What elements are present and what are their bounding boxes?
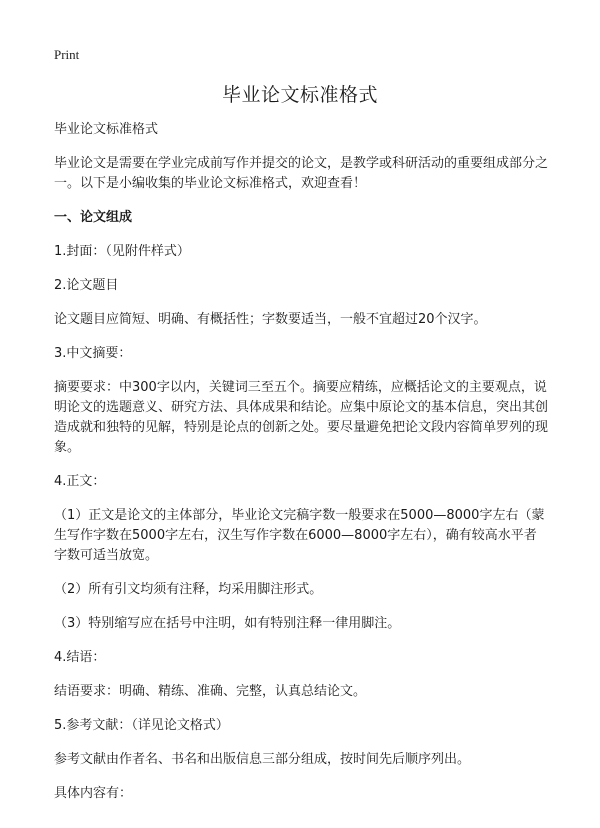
item-abstract-desc: 摘要要求：中300字以内，关键词三至五个。摘要应精练，应概括论文的主要观点，说明论文的选题意义、研究方法、具体成果和结论。应集中原论文的基本信息，突出其创造成就和独特的见解，特别是论点的创新之处。要尽量避免把论文段内容简单罗列的现象。 (54, 380, 549, 455)
section-heading: 一、论文组成 (54, 210, 133, 225)
item-abstract: 3.中文摘要： (54, 346, 132, 361)
item-conclusion-desc: 结语要求：明确、精练、准确、完整，认真总结论文。 (54, 684, 367, 699)
item-references: 5.参考文献：（详见论文格式） (54, 718, 229, 733)
item-body-p2: （2）所有引文均须有注释，均采用脚注形式。 (54, 582, 323, 597)
page-title: 毕业论文标准格式 (221, 84, 378, 106)
item-details: 具体内容有： (54, 786, 133, 801)
item-body: 4.正文： (54, 474, 106, 489)
document-body (54, 120, 548, 818)
item-body-p3: （3）特别缩写应在括号中注明，如有特别注释一律用脚注。 (54, 616, 401, 631)
item-conclusion: 4.结语： (54, 650, 106, 665)
item-title-desc: 论文题目应简短、明确、有概括性；字数要适当，一般不宜超过20个汉字。 (54, 312, 487, 327)
print-link[interactable]: Print (54, 47, 80, 62)
item-references-desc: 参考文献由作者名、书名和出版信息三部分组成，按时间先后顺序列出。 (54, 752, 471, 767)
item-cover: 1.封面：（见附件样式） (54, 244, 190, 259)
document-subtitle: 毕业论文标准格式 (54, 122, 159, 137)
item-body-p1: （1）正文是论文的主体部分，毕业论文完稿字数一般要求在5000—8000字左右（蒙生写作字数在5000字左右，汉生写作字数在6000—8000字左右），确有较高水平者字数可适当放宽。 (54, 508, 545, 563)
intro-paragraph: 毕业论文是需要在学业完成前写作并提交的论文，是教学或科研活动的重要组成部分之一。以下是小编收集的毕业论文标准格式，欢迎查看！ (54, 156, 549, 191)
item-title: 2.论文题目 (54, 278, 119, 293)
